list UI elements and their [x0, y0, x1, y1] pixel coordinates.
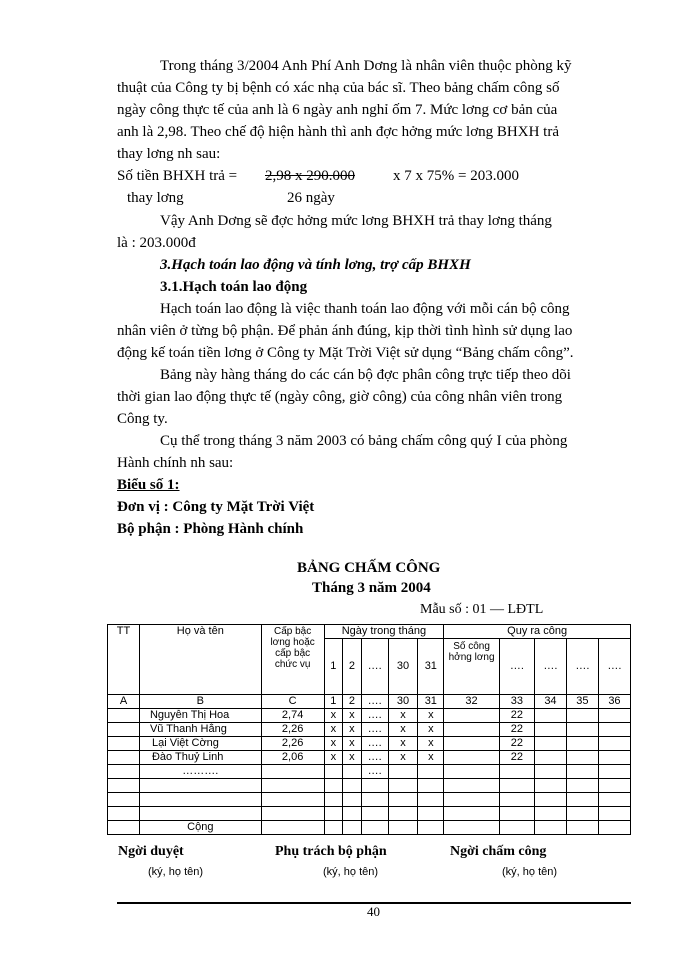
cell-name: Đào Thuỷ Linh	[139, 751, 261, 765]
bo-phan-text: Bộ phận : Phòng Hành chính	[117, 521, 304, 537]
cell-tt	[108, 723, 140, 737]
para5-line2: Hành chính nh sau:	[117, 455, 234, 471]
cell-empty	[566, 709, 598, 723]
total-label: Cộng	[139, 821, 261, 835]
cell-day-2: x	[343, 709, 362, 723]
signature-dept-head-title: Phụ trách bộ phận	[275, 844, 387, 859]
code-cell: 32	[444, 695, 500, 709]
cell-grade: 2,26	[261, 737, 324, 751]
cell-so-cong	[444, 723, 500, 737]
cell-day-dots: ….	[361, 765, 388, 779]
formula-lhs2: thay lơng	[127, 190, 184, 206]
cell-empty	[388, 779, 418, 793]
cell-empty	[598, 709, 630, 723]
cell-empty	[388, 821, 418, 835]
don-vi-label	[117, 496, 314, 518]
cell-empty	[444, 779, 500, 793]
code-cell: 34	[534, 695, 566, 709]
para4-line3: Công ty.	[117, 411, 168, 427]
header-day-2: 2	[343, 639, 362, 695]
cell-tt	[108, 765, 140, 779]
cell-day-2	[343, 765, 362, 779]
table-row-blank	[108, 793, 631, 807]
cell-empty	[566, 751, 598, 765]
cell-name: Vũ Thanh Hằng	[139, 723, 261, 737]
total-row	[108, 821, 631, 835]
cell-empty	[418, 807, 444, 821]
para2-line2: là : 203.000đ	[117, 235, 196, 251]
cell-day-dots: ….	[361, 751, 388, 765]
cell-empty	[108, 793, 140, 807]
cell-day-dots: ….	[361, 723, 388, 737]
cell-quy: 22	[499, 751, 534, 765]
cell-so-cong	[444, 765, 500, 779]
mau-so-label: Mẫu số : 01 — LĐTL	[420, 602, 544, 617]
cell-empty	[324, 807, 343, 821]
cell-empty	[598, 723, 630, 737]
para3-line1: Hạch toán lao động là việc thanh toán lao động với mỗi cán bộ công	[160, 301, 570, 317]
cell-empty	[343, 793, 362, 807]
cell-empty	[324, 793, 343, 807]
cell-empty	[418, 779, 444, 793]
cell-empty	[418, 793, 444, 807]
header-tt: TT	[108, 625, 140, 695]
cell-grade: 2,74	[261, 709, 324, 723]
cell-empty	[418, 821, 444, 835]
code-cell: B	[139, 695, 261, 709]
cell-empty	[388, 807, 418, 821]
header-day-dots: ….	[361, 639, 388, 695]
cell-so-cong	[444, 751, 500, 765]
cell-empty	[534, 709, 566, 723]
signature-timekeeper-note: (ký, họ tên)	[502, 866, 558, 878]
table-row-blank	[108, 807, 631, 821]
cell-empty	[108, 821, 140, 835]
cell-empty	[534, 821, 566, 835]
code-cell: 1	[324, 695, 343, 709]
cell-so-cong	[444, 709, 500, 723]
cell-empty	[566, 737, 598, 751]
cell-day-31: x	[418, 709, 444, 723]
cell-empty	[324, 779, 343, 793]
para1-line5: thay lơng nh sau:	[117, 146, 221, 162]
table-row	[108, 709, 631, 723]
cell-name: ……….	[139, 765, 261, 779]
formula-numerator: 2,98 x 290.000	[265, 168, 355, 184]
para3-line2: nhân viên ở từng bộ phận. Để phản ánh đúng, kịp thời tình hình sử dụng lao	[117, 323, 573, 339]
para1-line4: anh là 2,98. Theo chế độ hiện hành thì anh đợc hởng mức lơng BHXH trả	[117, 124, 559, 140]
cell-empty	[566, 807, 598, 821]
cell-day-1: x	[324, 737, 343, 751]
cell-quy: 22	[499, 723, 534, 737]
cell-grade	[261, 765, 324, 779]
cell-empty	[598, 779, 630, 793]
cell-name: Nguyễn Thị Hoa	[139, 709, 261, 723]
cell-quy	[499, 765, 534, 779]
signature-approver-note: (ký, họ tên)	[148, 866, 204, 878]
cell-empty	[361, 821, 388, 835]
code-row	[108, 695, 631, 709]
signature-timekeeper-title: Ngời chấm công	[450, 844, 547, 859]
header-quy-ra-cong: Quy ra công	[444, 625, 631, 639]
code-cell: C	[261, 695, 324, 709]
cell-day-31: x	[418, 751, 444, 765]
cell-empty	[108, 779, 140, 793]
code-cell: 30	[388, 695, 418, 709]
cell-day-31: x	[418, 723, 444, 737]
cell-empty	[534, 793, 566, 807]
cell-empty	[534, 723, 566, 737]
cell-empty	[566, 779, 598, 793]
cell-empty	[444, 793, 500, 807]
cell-day-30: x	[388, 723, 418, 737]
formula-denominator: 26 ngày	[287, 190, 335, 206]
cell-tt	[108, 709, 140, 723]
cell-empty	[261, 807, 324, 821]
code-cell: 31	[418, 695, 444, 709]
header-day-31: 31	[418, 639, 444, 695]
cell-name: Lại Việt Cờng	[139, 737, 261, 751]
signature-approver-title: Ngời duyệt	[118, 844, 184, 859]
para4-line1: Bảng này hàng tháng do các cán bộ đợc phân công trực tiếp theo dõi	[160, 367, 571, 383]
cell-empty	[499, 821, 534, 835]
cell-empty	[261, 779, 324, 793]
section-31-heading: 3.1.Hạch toán lao động	[160, 279, 308, 295]
code-cell: 2	[343, 695, 362, 709]
cell-quy: 22	[499, 709, 534, 723]
header-so-cong: Số công hởng lơng	[444, 639, 500, 695]
cell-empty	[499, 807, 534, 821]
cell-empty	[598, 821, 630, 835]
cell-day-30	[388, 765, 418, 779]
cell-empty	[139, 807, 261, 821]
formula-rest: x 7 x 75% = 203.000	[393, 168, 519, 184]
cell-empty	[566, 765, 598, 779]
cell-empty	[261, 793, 324, 807]
form-title: BẢNG CHẤM CÔNG	[297, 560, 441, 576]
cell-day-1: x	[324, 709, 343, 723]
cell-empty	[499, 793, 534, 807]
cell-empty	[361, 793, 388, 807]
header-quy-dots-4: ….	[598, 639, 630, 695]
header-row-1	[108, 625, 631, 639]
cell-empty	[598, 765, 630, 779]
table-row	[108, 737, 631, 751]
code-cell: 36	[598, 695, 630, 709]
section-3-heading: 3.Hạch toán lao động và tính lơng, trợ cấp BHXH	[160, 257, 471, 273]
header-grade: Cấp bậc lơng hoặc cấp bậc chức vụ	[261, 625, 324, 695]
para3-line3: động kế toán tiền lơng ở Công ty Mặt Trời Việt sử dụng “Bảng chấm công”.	[117, 345, 574, 361]
bieu-so-label: Biểu số 1:	[117, 477, 180, 493]
cell-empty	[139, 779, 261, 793]
code-cell: 33	[499, 695, 534, 709]
cell-empty	[566, 723, 598, 737]
cell-day-30: x	[388, 751, 418, 765]
cell-day-31	[418, 765, 444, 779]
cell-empty	[324, 821, 343, 835]
header-quy-dots-1: ….	[499, 639, 534, 695]
header-name: Họ và tên	[139, 625, 261, 695]
para1-line3: ngày công thực tế của anh là 6 ngày anh nghỉ ốm 7. Mức lơng cơ bản của	[117, 102, 558, 118]
cell-empty	[444, 821, 500, 835]
cell-day-2: x	[343, 751, 362, 765]
para1-line1: Trong tháng 3/2004 Anh Phí Anh Dơng là nhân viên thuộc phòng kỹ	[160, 58, 572, 74]
cell-empty	[343, 779, 362, 793]
cell-tt	[108, 737, 140, 751]
formula-lhs: Số tiền BHXH trả =	[117, 168, 238, 184]
cell-empty	[534, 765, 566, 779]
cell-empty	[261, 821, 324, 835]
table-row	[108, 751, 631, 765]
cell-empty	[534, 779, 566, 793]
cell-empty	[388, 793, 418, 807]
timekeeping-table	[107, 624, 631, 835]
header-quy-dots-2: ….	[534, 639, 566, 695]
cell-empty	[598, 751, 630, 765]
cell-empty	[534, 807, 566, 821]
cell-quy: 22	[499, 737, 534, 751]
para5-line1: Cụ thể trong tháng 3 năm 2003 có bảng chấm công quý I của phòng	[160, 433, 568, 449]
cell-day-dots: ….	[361, 737, 388, 751]
cell-empty	[534, 737, 566, 751]
cell-empty	[139, 793, 261, 807]
cell-empty	[566, 821, 598, 835]
cell-day-1: x	[324, 723, 343, 737]
cell-grade: 2,26	[261, 723, 324, 737]
cell-grade: 2,06	[261, 751, 324, 765]
cell-empty	[499, 779, 534, 793]
table-row-blank	[108, 779, 631, 793]
table-row	[108, 765, 631, 779]
para1-line2: thuật của Công ty bị bệnh có xác nhạ của bác sĩ. Theo bảng chấm công số	[117, 80, 560, 96]
header-quy-dots-3: ….	[566, 639, 598, 695]
cell-day-30: x	[388, 737, 418, 751]
cell-empty	[598, 793, 630, 807]
header-days: Ngày trong tháng	[324, 625, 444, 639]
cell-day-1	[324, 765, 343, 779]
cell-so-cong	[444, 737, 500, 751]
para4-line2: thời gian lao động thực tế (ngày công, giờ công) của công nhân viên trong	[117, 389, 563, 405]
header-day-30: 30	[388, 639, 418, 695]
cell-empty	[598, 807, 630, 821]
cell-day-2: x	[343, 723, 362, 737]
cell-day-dots: ….	[361, 709, 388, 723]
cell-empty	[108, 807, 140, 821]
cell-day-1: x	[324, 751, 343, 765]
cell-empty	[343, 807, 362, 821]
form-subtitle: Tháng 3 năm 2004	[312, 580, 431, 596]
cell-empty	[444, 807, 500, 821]
cell-empty	[361, 807, 388, 821]
code-cell: A	[108, 695, 140, 709]
code-cell: ….	[361, 695, 388, 709]
header-day-1: 1	[324, 639, 343, 695]
cell-empty	[534, 751, 566, 765]
cell-empty	[566, 793, 598, 807]
cell-empty	[343, 821, 362, 835]
cell-day-30: x	[388, 709, 418, 723]
don-vi-text: Đơn vị : Công ty Mặt Trời Việt	[117, 499, 315, 515]
cell-day-2: x	[343, 737, 362, 751]
para2-line1: Vậy Anh Dơng sẽ đợc hởng mức lơng BHXH trả thay lơng tháng	[160, 213, 552, 229]
table-row	[108, 723, 631, 737]
cell-empty	[598, 737, 630, 751]
bo-phan-label	[117, 518, 303, 540]
cell-day-31: x	[418, 737, 444, 751]
code-cell: 35	[566, 695, 598, 709]
cell-tt	[108, 751, 140, 765]
page-number: 40	[367, 904, 380, 919]
signature-dept-head-note: (ký, họ tên)	[323, 866, 379, 878]
cell-empty	[361, 779, 388, 793]
